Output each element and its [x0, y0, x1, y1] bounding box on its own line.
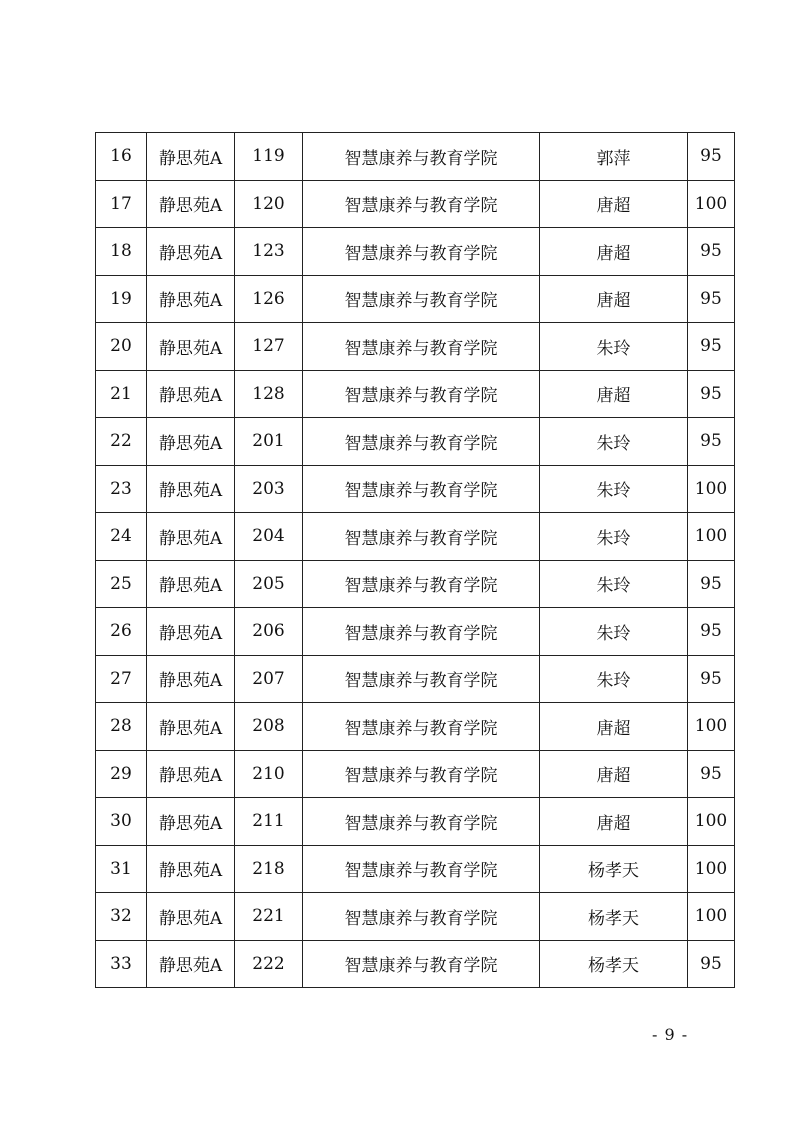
room-number-cell: 119 — [235, 133, 303, 181]
dormitory-score-table-container — [95, 132, 734, 988]
college-cell: 智慧康养与教育学院 — [303, 228, 540, 276]
table-row — [96, 133, 735, 181]
room-number-cell: 123 — [235, 228, 303, 276]
college-cell: 智慧康养与教育学院 — [303, 418, 540, 466]
row-number-cell: 16 — [96, 133, 147, 181]
room-number-cell: 204 — [235, 513, 303, 561]
room-number-cell: 211 — [235, 798, 303, 846]
table-row — [96, 465, 735, 513]
score-cell: 100 — [688, 513, 735, 561]
table-row — [96, 370, 735, 418]
score-cell: 100 — [688, 798, 735, 846]
building-cell: 静思苑A — [147, 608, 235, 656]
building-cell: 静思苑A — [147, 750, 235, 798]
building-cell: 静思苑A — [147, 845, 235, 893]
row-number-cell: 17 — [96, 180, 147, 228]
room-number-cell: 206 — [235, 608, 303, 656]
college-cell: 智慧康养与教育学院 — [303, 560, 540, 608]
building-cell: 静思苑A — [147, 893, 235, 941]
score-cell: 100 — [688, 845, 735, 893]
row-number-cell: 33 — [96, 940, 147, 988]
table-row — [96, 323, 735, 371]
table-row — [96, 608, 735, 656]
room-number-cell: 120 — [235, 180, 303, 228]
building-cell: 静思苑A — [147, 275, 235, 323]
inspector-cell: 朱玲 — [540, 560, 688, 608]
college-cell: 智慧康养与教育学院 — [303, 798, 540, 846]
building-cell: 静思苑A — [147, 418, 235, 466]
row-number-cell: 24 — [96, 513, 147, 561]
building-cell: 静思苑A — [147, 560, 235, 608]
room-number-cell: 208 — [235, 703, 303, 751]
score-cell: 95 — [688, 275, 735, 323]
college-cell: 智慧康养与教育学院 — [303, 275, 540, 323]
table-row — [96, 513, 735, 561]
row-number-cell: 20 — [96, 323, 147, 371]
building-cell: 静思苑A — [147, 703, 235, 751]
table-row — [96, 798, 735, 846]
dormitory-score-table — [95, 132, 735, 988]
building-cell: 静思苑A — [147, 370, 235, 418]
room-number-cell: 222 — [235, 940, 303, 988]
row-number-cell: 22 — [96, 418, 147, 466]
inspector-cell: 杨孝天 — [540, 940, 688, 988]
score-cell: 95 — [688, 655, 735, 703]
inspector-cell: 唐超 — [540, 180, 688, 228]
room-number-cell: 201 — [235, 418, 303, 466]
college-cell: 智慧康养与教育学院 — [303, 370, 540, 418]
table-row — [96, 750, 735, 798]
table-row — [96, 180, 735, 228]
inspector-cell: 朱玲 — [540, 513, 688, 561]
score-cell: 95 — [688, 560, 735, 608]
table-row — [96, 940, 735, 988]
inspector-cell: 朱玲 — [540, 418, 688, 466]
college-cell: 智慧康养与教育学院 — [303, 180, 540, 228]
row-number-cell: 26 — [96, 608, 147, 656]
table-row — [96, 655, 735, 703]
score-cell: 95 — [688, 418, 735, 466]
table-row — [96, 560, 735, 608]
table-row — [96, 418, 735, 466]
row-number-cell: 27 — [96, 655, 147, 703]
college-cell: 智慧康养与教育学院 — [303, 655, 540, 703]
building-cell: 静思苑A — [147, 940, 235, 988]
room-number-cell: 203 — [235, 465, 303, 513]
room-number-cell: 221 — [235, 893, 303, 941]
score-cell: 95 — [688, 608, 735, 656]
score-cell: 95 — [688, 228, 735, 276]
score-cell: 95 — [688, 940, 735, 988]
college-cell: 智慧康养与教育学院 — [303, 893, 540, 941]
inspector-cell: 唐超 — [540, 228, 688, 276]
score-cell: 95 — [688, 750, 735, 798]
table-row — [96, 275, 735, 323]
inspector-cell: 杨孝天 — [540, 845, 688, 893]
row-number-cell: 21 — [96, 370, 147, 418]
table-row — [96, 228, 735, 276]
row-number-cell: 30 — [96, 798, 147, 846]
row-number-cell: 29 — [96, 750, 147, 798]
inspector-cell: 唐超 — [540, 798, 688, 846]
inspector-cell: 杨孝天 — [540, 893, 688, 941]
college-cell: 智慧康养与教育学院 — [303, 703, 540, 751]
building-cell: 静思苑A — [147, 798, 235, 846]
table-body — [96, 133, 735, 988]
row-number-cell: 18 — [96, 228, 147, 276]
inspector-cell: 唐超 — [540, 275, 688, 323]
building-cell: 静思苑A — [147, 513, 235, 561]
score-cell: 95 — [688, 323, 735, 371]
table-row — [96, 845, 735, 893]
inspector-cell: 朱玲 — [540, 655, 688, 703]
score-cell: 100 — [688, 180, 735, 228]
inspector-cell: 唐超 — [540, 703, 688, 751]
inspector-cell: 郭萍 — [540, 133, 688, 181]
inspector-cell: 朱玲 — [540, 608, 688, 656]
row-number-cell: 23 — [96, 465, 147, 513]
table-row — [96, 893, 735, 941]
score-cell: 100 — [688, 703, 735, 751]
college-cell: 智慧康养与教育学院 — [303, 323, 540, 371]
college-cell: 智慧康养与教育学院 — [303, 845, 540, 893]
building-cell: 静思苑A — [147, 465, 235, 513]
row-number-cell: 25 — [96, 560, 147, 608]
table-row — [96, 703, 735, 751]
row-number-cell: 31 — [96, 845, 147, 893]
inspector-cell: 朱玲 — [540, 323, 688, 371]
page-number: - 9 - — [652, 1025, 689, 1044]
room-number-cell: 218 — [235, 845, 303, 893]
room-number-cell: 128 — [235, 370, 303, 418]
score-cell: 95 — [688, 133, 735, 181]
score-cell: 95 — [688, 370, 735, 418]
college-cell: 智慧康养与教育学院 — [303, 513, 540, 561]
college-cell: 智慧康养与教育学院 — [303, 608, 540, 656]
inspector-cell: 唐超 — [540, 750, 688, 798]
room-number-cell: 210 — [235, 750, 303, 798]
row-number-cell: 28 — [96, 703, 147, 751]
row-number-cell: 32 — [96, 893, 147, 941]
building-cell: 静思苑A — [147, 655, 235, 703]
building-cell: 静思苑A — [147, 323, 235, 371]
college-cell: 智慧康养与教育学院 — [303, 465, 540, 513]
row-number-cell: 19 — [96, 275, 147, 323]
college-cell: 智慧康养与教育学院 — [303, 750, 540, 798]
building-cell: 静思苑A — [147, 133, 235, 181]
room-number-cell: 127 — [235, 323, 303, 371]
inspector-cell: 朱玲 — [540, 465, 688, 513]
college-cell: 智慧康养与教育学院 — [303, 133, 540, 181]
college-cell: 智慧康养与教育学院 — [303, 940, 540, 988]
score-cell: 100 — [688, 465, 735, 513]
score-cell: 100 — [688, 893, 735, 941]
room-number-cell: 205 — [235, 560, 303, 608]
building-cell: 静思苑A — [147, 228, 235, 276]
building-cell: 静思苑A — [147, 180, 235, 228]
inspector-cell: 唐超 — [540, 370, 688, 418]
room-number-cell: 207 — [235, 655, 303, 703]
room-number-cell: 126 — [235, 275, 303, 323]
